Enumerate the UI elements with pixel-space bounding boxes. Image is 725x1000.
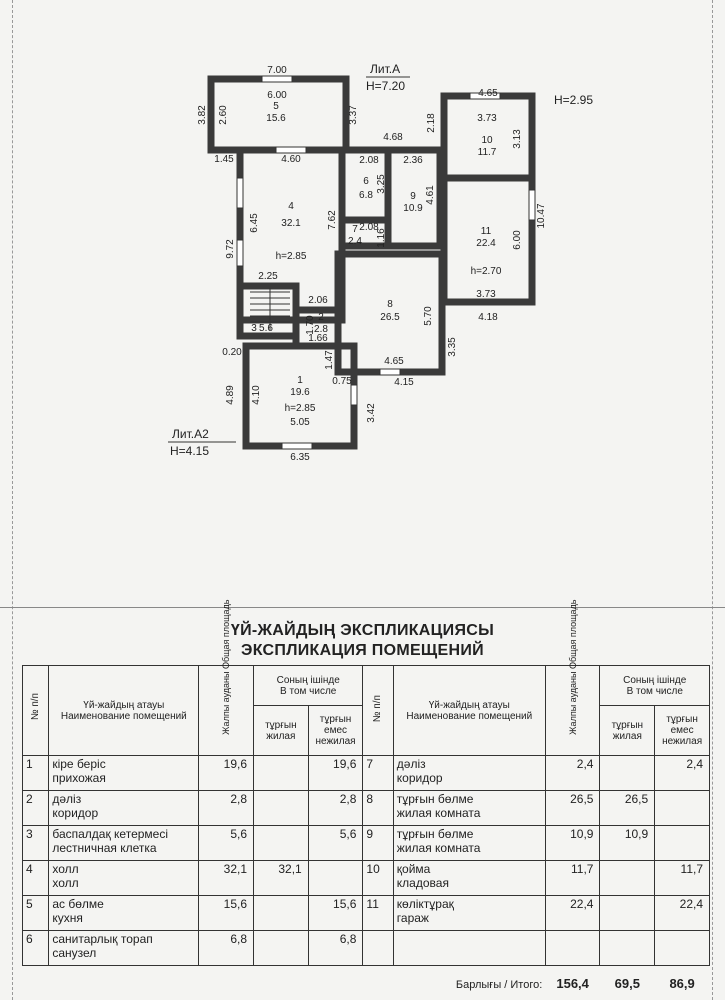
room-9-num: 9	[410, 191, 416, 202]
room-name-kz: көліктұрақ	[396, 897, 454, 911]
room-name-ru: коридор	[396, 771, 443, 785]
row-number: 2	[23, 791, 49, 826]
dim-label: 2.18	[426, 113, 437, 133]
dim-label: 10.47	[536, 203, 547, 229]
room-nonliving-area: 5,6	[308, 826, 363, 861]
room-nonliving-area: 22,4	[655, 896, 710, 931]
total-label: Барлығы / Итого:	[455, 978, 543, 991]
room-name	[49, 826, 199, 861]
room-nonliving-area: 19,6	[308, 756, 363, 791]
dim-label: 3.35	[447, 337, 458, 357]
room-living-area: 10,9	[600, 826, 655, 861]
room-name	[393, 931, 545, 966]
room-2-num: 2	[318, 312, 324, 323]
room-total-area: 6,8	[199, 931, 254, 966]
lit-a2-height: H=4.15	[170, 444, 210, 458]
room-7-area: 2.4	[348, 236, 362, 247]
room-11-area: 22.4	[476, 238, 496, 249]
dim-label: 3.42	[366, 403, 377, 423]
row-number: 10	[363, 861, 393, 896]
row-number: 1	[23, 756, 49, 791]
row-number	[363, 931, 393, 966]
room-living-area	[254, 931, 309, 966]
room-name-kz: қойма	[396, 862, 431, 876]
dim-label: 3.13	[512, 129, 523, 149]
room-name-kz: баспалдақ кетермесі	[52, 827, 169, 841]
room-total-area	[545, 931, 600, 966]
dim-label: 2.06	[308, 295, 328, 306]
row-number: 9	[363, 826, 393, 861]
room-name-kz: тұрғын бөлме	[396, 827, 474, 841]
room-name	[49, 896, 199, 931]
dim-label: 4.68	[383, 132, 403, 143]
table-row	[23, 791, 710, 826]
room-name	[393, 791, 545, 826]
room-living-area: 26,5	[600, 791, 655, 826]
header-nonliving-2: тұрғын емес нежилая	[655, 706, 710, 756]
room-total-area: 26,5	[545, 791, 600, 826]
header-incl: Соның ішінде В том числе	[254, 666, 363, 706]
dim-label: 3.25	[376, 174, 387, 194]
room-1-ceiling: h=2.85	[284, 403, 316, 414]
room-total-area: 2,4	[545, 756, 600, 791]
lit-a-name: Лит.А	[370, 62, 401, 76]
dim-label: 3.37	[348, 105, 359, 125]
room-total-area: 19,6	[199, 756, 254, 791]
room-name-kz: дәліз	[52, 792, 82, 806]
room-name-ru: кладовая	[396, 876, 449, 890]
room-9-area: 10.9	[403, 203, 423, 214]
room-living-area: 32,1	[254, 861, 309, 896]
room-total-area: 15,6	[199, 896, 254, 931]
room-total-area: 5,6	[199, 826, 254, 861]
dim-label: 5.05	[290, 417, 310, 428]
row-number: 5	[23, 896, 49, 931]
total-living: 69,5	[614, 975, 640, 991]
dim-label: 2.08	[359, 155, 379, 166]
room-nonliving-area: 11,7	[655, 861, 710, 896]
dim-label: 4.10	[251, 385, 262, 405]
room-8-area: 26.5	[380, 312, 400, 323]
dim-label: 5.70	[423, 306, 434, 326]
dim-label: 1.47	[324, 350, 335, 370]
explication-title-kz: ҮЙ-ЖАЙДЫҢ ЭКСПЛИКАЦИЯСЫ	[230, 622, 495, 639]
room-name-ru: санузел	[52, 946, 97, 960]
room-nonliving-area: 2,4	[655, 756, 710, 791]
room-1-num: 1	[297, 375, 303, 386]
dim-label: 1.45	[214, 154, 234, 165]
room-10-num: 10	[481, 135, 493, 146]
dim-label: 2.36	[403, 155, 423, 166]
header-total-area: Жалпы ауданы Общая площадь	[199, 666, 254, 756]
table-row	[23, 931, 710, 966]
dim-label: 7.62	[327, 210, 338, 230]
header-num-2: № п/п	[363, 666, 393, 756]
row-number: 7	[363, 756, 393, 791]
room-5-num: 5	[273, 101, 279, 112]
room-name	[49, 931, 199, 966]
room-name-ru: кухня	[52, 911, 83, 925]
room-10-area: 11.7	[477, 147, 497, 158]
room-11-num: 11	[480, 226, 492, 237]
row-number: 8	[363, 791, 393, 826]
room-total-area: 10,9	[545, 826, 600, 861]
room-7-num: 7	[352, 224, 358, 235]
right-height: H=2.95	[554, 93, 594, 107]
dim-label: 6.00	[512, 230, 523, 250]
room-living-area	[254, 791, 309, 826]
room-name	[393, 861, 545, 896]
room-name-ru: прихожая	[52, 771, 106, 785]
room-6-area: 6.8	[359, 190, 373, 201]
room-nonliving-area: 6,8	[308, 931, 363, 966]
room-name	[49, 861, 199, 896]
room-name-kz: кіре беріс	[52, 757, 106, 771]
room-4-num: 4	[288, 201, 294, 212]
dim-label: 0.75	[332, 376, 352, 387]
room-living-area	[254, 826, 309, 861]
header-living-2: тұрғын жилая	[600, 706, 655, 756]
dim-label: 1.66	[308, 333, 328, 344]
room-nonliving-area	[655, 826, 710, 861]
row-number: 6	[23, 931, 49, 966]
room-name-kz: санитарлық торап	[52, 932, 153, 946]
room-4-ceiling: h=2.85	[275, 251, 307, 262]
table-row	[23, 896, 710, 931]
explication-title-ru: ЭКСПЛИКАЦИЯ ПОМЕЩЕНИЙ	[241, 642, 484, 659]
room-nonliving-area	[655, 931, 710, 966]
room-2-area: 2.8	[314, 324, 328, 335]
total-area: 156,4	[556, 975, 589, 991]
dim-label: 6.35	[290, 452, 310, 463]
room-nonliving-area	[308, 861, 363, 896]
header-nonliving: тұрғын емес нежилая	[308, 706, 363, 756]
lit-a2-name: Лит.А2	[172, 427, 209, 441]
room-total-area: 22,4	[545, 896, 600, 931]
room-living-area	[600, 861, 655, 896]
header-name: Үй-жайдың атауы Наименование помещений	[49, 666, 199, 756]
room-name-kz: холл	[52, 862, 79, 876]
room-name	[393, 896, 545, 931]
room-name	[49, 791, 199, 826]
room-living-area	[600, 896, 655, 931]
room-total-area: 32,1	[199, 861, 254, 896]
dim-label: 9.72	[225, 239, 236, 259]
room-5-area: 15.6	[266, 113, 286, 124]
room-8-num: 8	[387, 299, 393, 310]
header-num: № п/п	[23, 666, 49, 756]
row-number: 11	[363, 896, 393, 931]
room-3-num: 3	[251, 323, 257, 334]
dim-label: 0.20	[222, 347, 242, 358]
room-nonliving-area	[655, 791, 710, 826]
row-number: 3	[23, 826, 49, 861]
dim-label: 3.73	[476, 289, 496, 300]
dim-label: 1.16	[376, 228, 387, 248]
header-incl-2: Соның ішінде В том числе	[600, 666, 710, 706]
room-name	[393, 826, 545, 861]
dim-label: 3.73	[477, 113, 497, 124]
dim-label: 4.60	[281, 154, 301, 165]
room-name-ru: коридор	[52, 806, 99, 820]
dim-label: 2.08	[359, 222, 379, 233]
room-11-ceiling: h=2.70	[470, 266, 502, 277]
table-row	[23, 826, 710, 861]
lit-a-height: H=7.20	[366, 79, 406, 93]
dim-label: 4.65	[384, 356, 404, 367]
room-name-kz: ас бөлме	[52, 897, 104, 911]
dim-label: 4.15	[394, 377, 414, 388]
room-nonliving-area: 2,8	[308, 791, 363, 826]
dim-label: 4.89	[225, 385, 236, 405]
room-name	[393, 756, 545, 791]
table-row	[23, 861, 710, 896]
room-living-area	[600, 931, 655, 966]
dim-label: 4.18	[478, 312, 498, 323]
dim-label: 7.00	[267, 65, 287, 76]
room-total-area: 11,7	[545, 861, 600, 896]
dim-label: 6.45	[249, 213, 260, 233]
room-total-area: 2,8	[199, 791, 254, 826]
room-4-area: 32.1	[281, 218, 301, 229]
sheet-divider	[0, 607, 725, 608]
total-nonliving: 86,9	[669, 975, 695, 991]
room-nonliving-area: 15,6	[308, 896, 363, 931]
dim-label: 4.61	[425, 185, 436, 205]
row-number: 4	[23, 861, 49, 896]
room-name-ru: лестничная клетка	[52, 841, 157, 855]
dim-label: 3.82	[197, 105, 208, 125]
header-living: тұрғын жилая	[254, 706, 309, 756]
dim-label: 6.00	[267, 90, 287, 101]
dim-label: 4.65	[478, 88, 498, 99]
room-3-area: 5.6	[259, 323, 273, 334]
dim-label: 1.70	[305, 315, 316, 335]
room-living-area	[254, 756, 309, 791]
dim-label: 2.60	[218, 105, 229, 125]
room-living-area	[254, 896, 309, 931]
room-name	[49, 756, 199, 791]
room-6-num: 6	[363, 176, 369, 187]
room-living-area	[600, 756, 655, 791]
room-name-ru: холл	[52, 876, 79, 890]
room-1-area: 19.6	[290, 387, 310, 398]
room-name-ru: жилая комната	[396, 841, 481, 855]
dim-label: 2.25	[258, 271, 278, 282]
table-row	[23, 756, 710, 791]
room-name-ru: гараж	[396, 911, 429, 925]
room-name-kz: дәліз	[396, 757, 426, 771]
room-name-kz: тұрғын бөлме	[396, 792, 474, 806]
header-total-area-2: Жалпы ауданы Общая площадь	[545, 666, 600, 756]
room-name-ru: жилая комната	[396, 806, 481, 820]
header-name-2: Үй-жайдың атауы Наименование помещений	[393, 666, 545, 756]
